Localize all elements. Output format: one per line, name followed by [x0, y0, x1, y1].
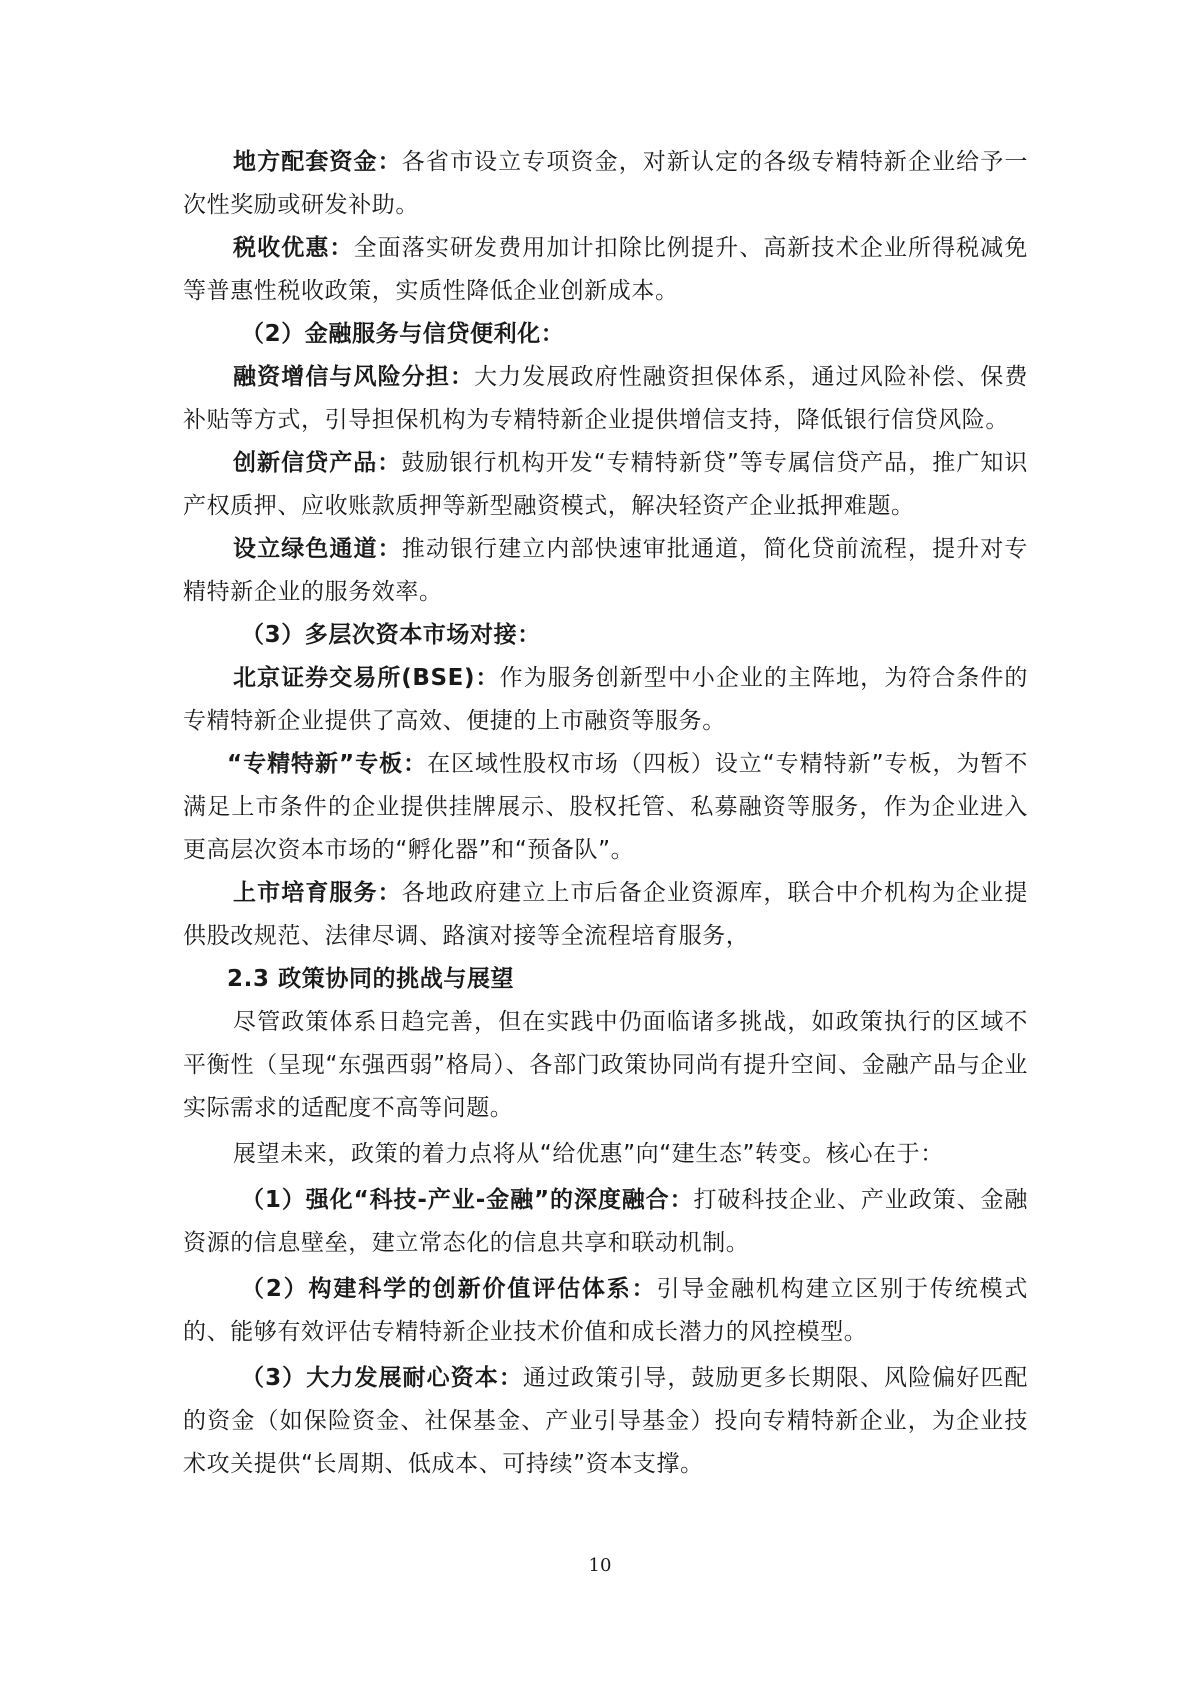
paragraph-text: 在区域性股权市场（四板）设立“专精特新”专板，为暂不满足上市条件的企业提供挂牌展示、股权托管、私募融资等服务，作为企业进入更高层次资本市场的“孵化器”和“预备队”。: [183, 751, 1028, 863]
paragraph-credit-enhancement: [183, 356, 1028, 442]
paragraph-innovative-credit-products: [183, 442, 1028, 528]
term-label: （1）强化“科技-产业-金融”的深度融合：: [241, 1187, 694, 1213]
paragraph-text: 各省市设立专项资金，对新认定的各级专精特新企业给予一次性奖励或研发补助。: [183, 149, 1028, 218]
term-label: 北京证券交易所(BSE)：: [233, 665, 500, 691]
paragraph-text: 全面落实研发费用加计扣除比例提升、高新技术企业所得税减免等普惠性税收政策，实质性降低企业创新成本。: [183, 235, 1028, 304]
paragraph-challenges: 尽管政策体系日趋完善，但在实践中仍面临诸多挑战，如政策执行的区域不平衡性（呈现“东强西弱”格局）、各部门政策协同尚有提升空间、金融产品与企业实际需求的适配度不高等问题。: [183, 1009, 1028, 1121]
paragraph-text: 作为服务创新型中小企业的主阵地，为符合条件的专精特新企业提供了高效、便捷的上市融资等服务。: [183, 665, 1028, 734]
term-label: 创新信贷产品：: [233, 450, 402, 476]
paragraph-text: 各地政府建立上市后备企业资源库，联合中介机构为企业提供股改规范、法律尽调、路演对接等全流程培育服务，: [183, 880, 1028, 949]
page-number: 10: [588, 1555, 612, 1576]
paragraph-text: 大力发展政府性融资担保体系，通过风险补偿、保费补贴等方式，引导担保机构为专精特新企业提供增信支持，降低银行信贷风险。: [183, 364, 1028, 433]
paragraph-text: 鼓励银行机构开发“专精特新贷”等专属信贷产品，推广知识产权质押、应收账款质押等新型融资模式，解决轻资产企业抵押难题。: [183, 450, 1029, 519]
term-label: 设立绿色通道：: [233, 536, 402, 562]
paragraph-beijing-stock-exchange: [183, 657, 1028, 743]
term-label: （3）大力发展耐心资本：: [241, 1365, 523, 1391]
term-label: 税收优惠：: [233, 235, 354, 261]
subheading-financial-services: （2）金融服务与信贷便利化：: [241, 321, 565, 347]
paragraph-tax-incentives: [183, 227, 1028, 313]
term-label: 上市培育服务：: [233, 880, 402, 906]
paragraph-valuation-system: [183, 1268, 1028, 1354]
paragraph-text: 推动银行建立内部快速审批通道，简化贷前流程，提升对专精特新企业的服务效率。: [183, 536, 1028, 605]
paragraph-text: 打破科技企业、产业政策、金融资源的信息壁垒，建立常态化的信息共享和联动机制。: [183, 1187, 1028, 1256]
paragraph-green-channel: [183, 528, 1028, 614]
paragraph-patient-capital: [183, 1357, 1028, 1486]
paragraph-specialized-board: [183, 743, 1028, 872]
term-label: 融资增信与风险分担：: [233, 364, 475, 390]
paragraph-text: 通过政策引导，鼓励更多长期限、风险偏好匹配的资金（如保险资金、社保基金、产业引导基金）投向专精特新企业，为企业技术攻关提供“长周期、低成本、可持续”资本支撑。: [183, 1365, 1028, 1477]
section-heading-policy-coordination: 2.3 政策协同的挑战与展望: [227, 966, 515, 992]
paragraph-local-matching-funds: [183, 141, 1028, 227]
paragraph-listing-cultivation: [183, 872, 1028, 958]
term-label: 地方配套资金：: [233, 149, 402, 175]
term-label: “专精特新”专板：: [227, 751, 428, 777]
term-label: （2）构建科学的创新价值评估体系：: [241, 1276, 657, 1302]
paragraph-outlook: 展望未来，政策的着力点将从“给优惠”向“建生态”转变。核心在于：: [233, 1141, 944, 1167]
document-body: [183, 141, 1028, 1486]
paragraph-integration: [183, 1179, 1028, 1265]
paragraph-text: 引导金融机构建立区别于传统模式的、能够有效评估专精特新企业技术价值和成长潜力的风控模型。: [183, 1276, 1028, 1345]
subheading-capital-markets: （3）多层次资本市场对接：: [241, 622, 541, 648]
